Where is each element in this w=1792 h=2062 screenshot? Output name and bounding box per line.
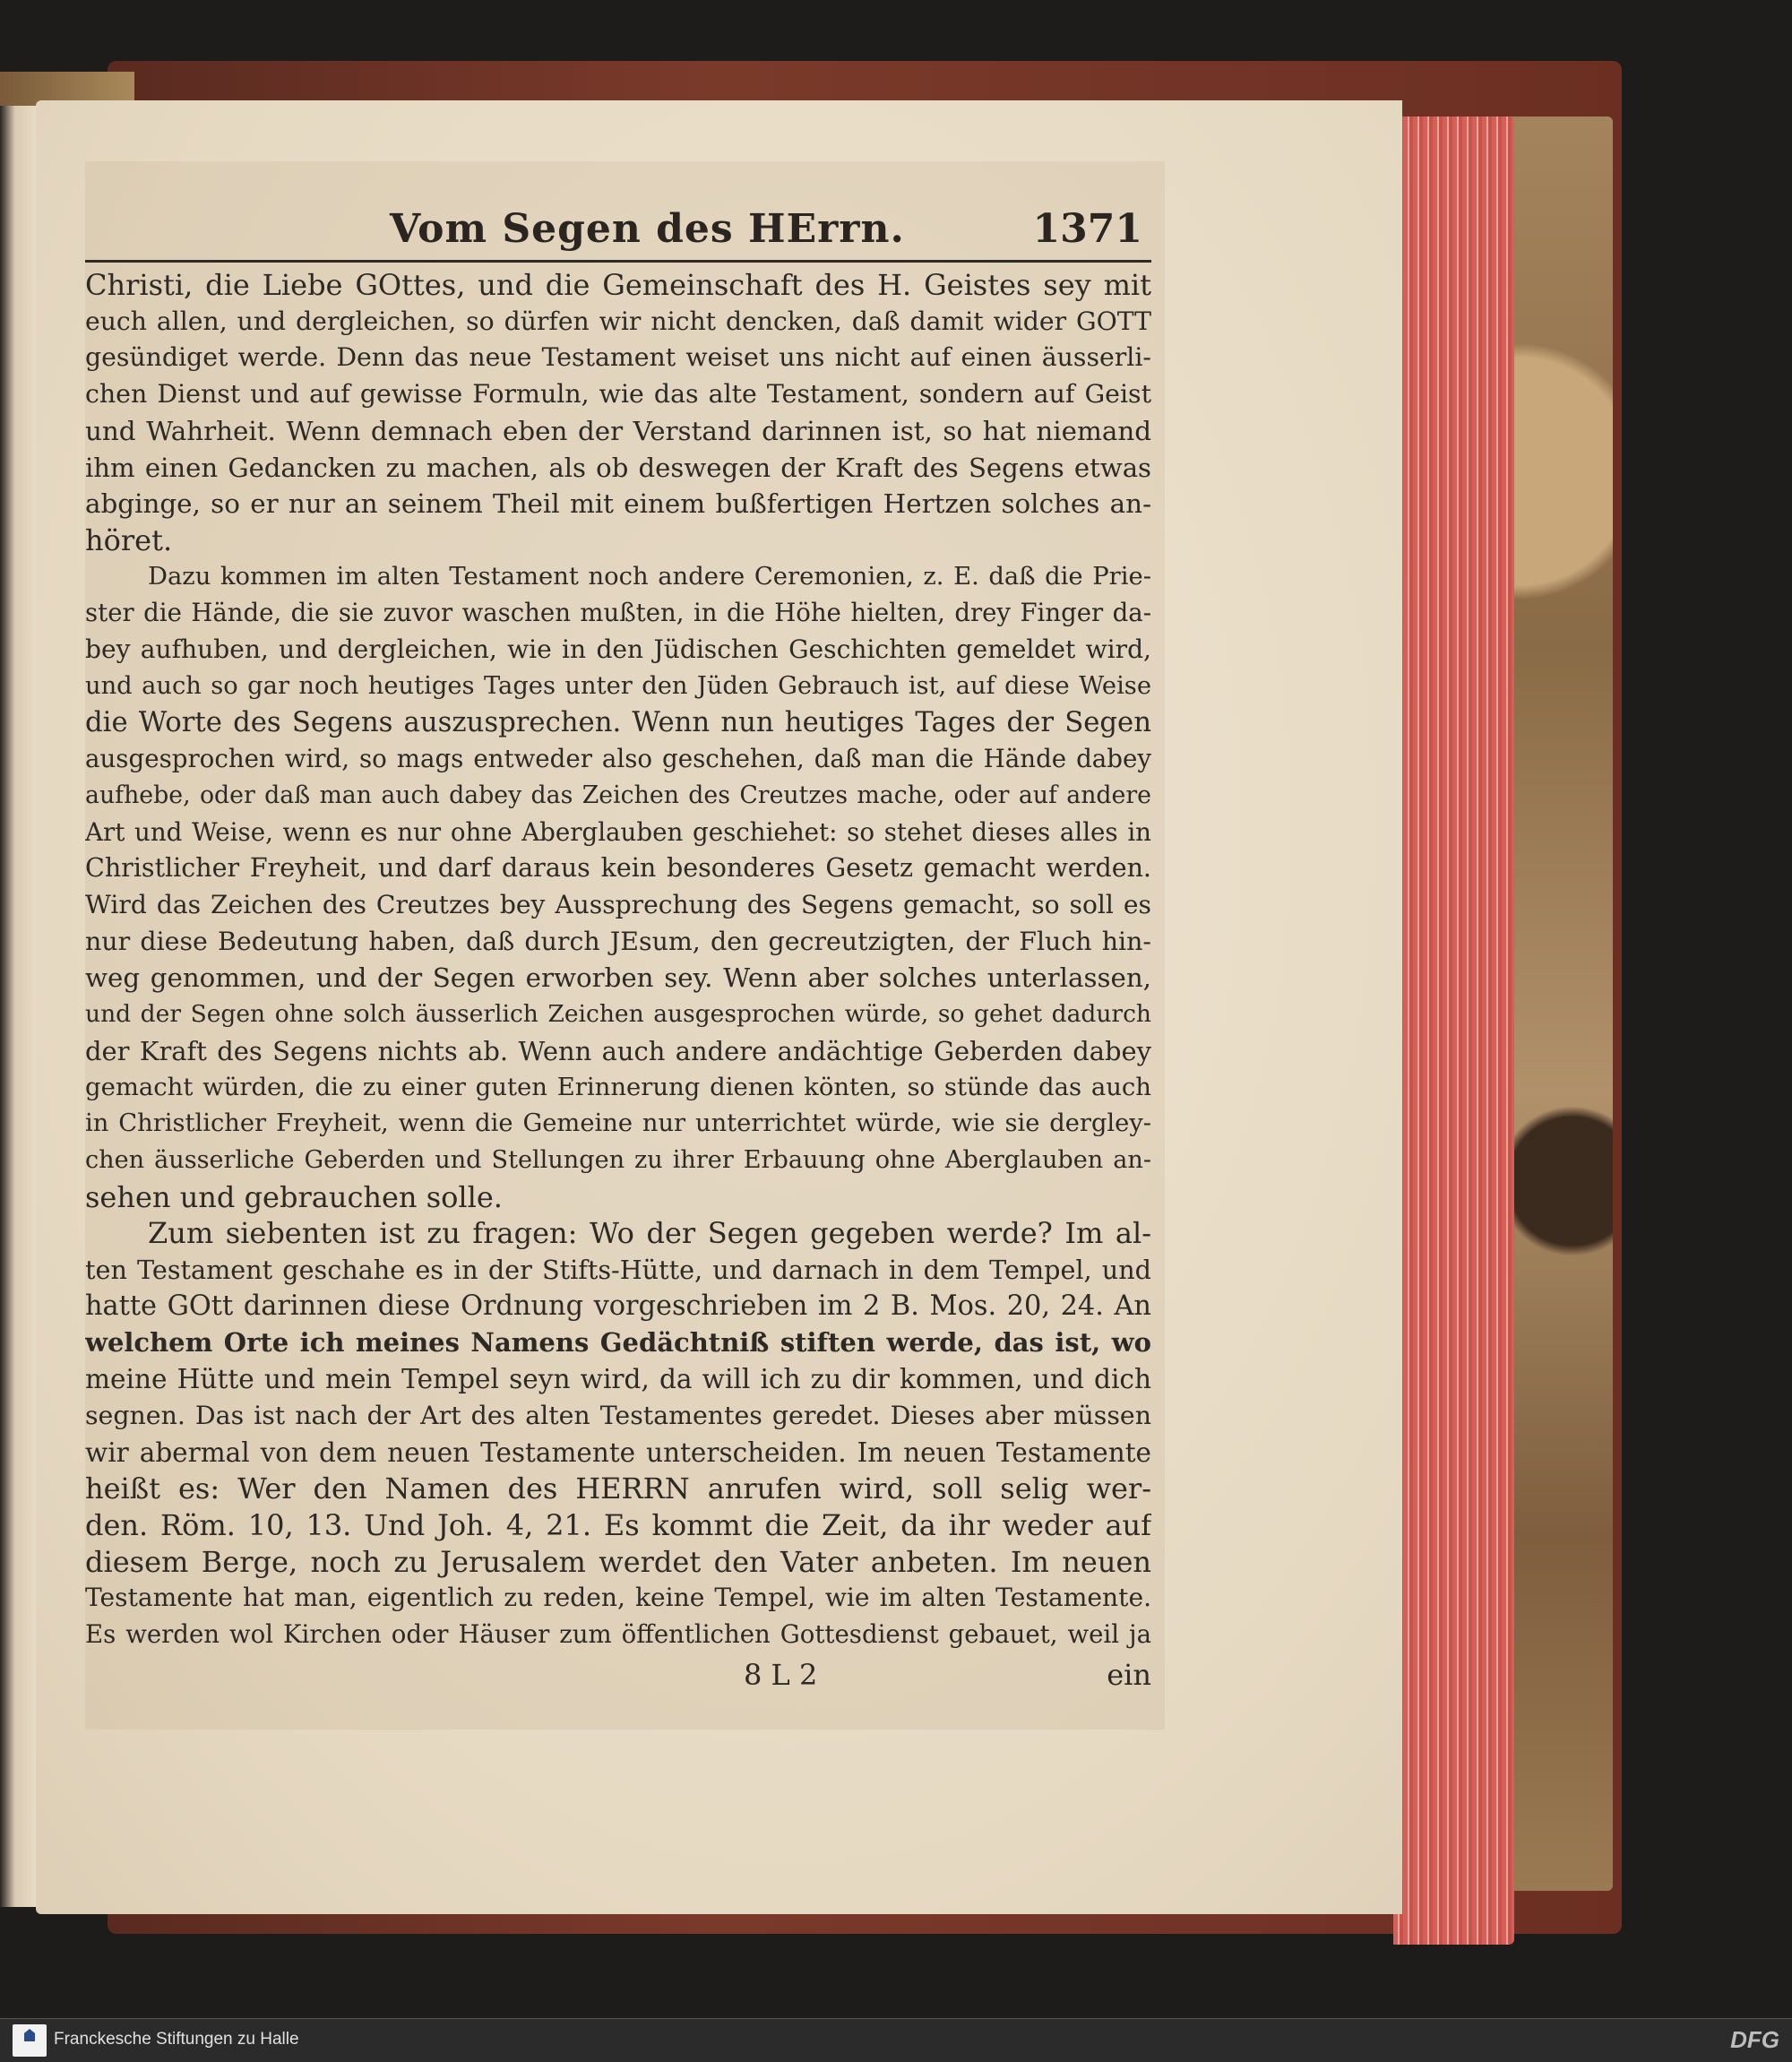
dfg-badge: DFG: [1730, 2026, 1779, 2053]
text-line: Art und Weise, wenn es nur ohne Aberglauben geschiehet: so stehet dieses alles in: [85, 816, 1151, 847]
text-line: chen Dienst und auf gewisse Formuln, wie das alte Testament, sondern auf Geist: [85, 379, 1151, 410]
text-line: höret.: [85, 522, 173, 557]
text-line: wir abermal von dem neuen Testamente unterscheiden. Im neuen Testamente: [85, 1436, 1151, 1468]
left-page-edge: [0, 106, 38, 1907]
text-line: abginge, so er nur an seinem Theil mit einem bußfertigen Hertzen solches an-: [85, 488, 1151, 520]
body-text: [85, 267, 1151, 1653]
text-line: den. Röm. 10, 13. Und Joh. 4, 21. Es kommt die Zeit, da ihr weder auf: [85, 1507, 1151, 1542]
page-number: 1371: [1032, 206, 1142, 252]
text-line: heißt es: Wer den Namen des HERRN anrufen wird, soll selig wer-: [85, 1471, 1151, 1506]
text-line: chen äusserliche Geberden und Stellungen zu ihrer Erbauung ohne Aberglauben an-: [85, 1145, 1151, 1174]
text-line: Dazu kommen im alten Testament noch andere Ceremonien, z. E. daß die Prie-: [148, 562, 1151, 591]
text-line: Wird das Zeichen des Creutzes bey Aussprechung des Segens gemacht, so soll es: [85, 889, 1151, 919]
text-line: und Wahrheit. Wenn demnach eben der Verstand darinnen ist, so hat niemand: [85, 415, 1151, 446]
page-header: [85, 206, 1151, 262]
text-line: meine Hütte und mein Tempel seyn wird, da will ich zu dir kommen, und dich: [85, 1364, 1151, 1395]
institution-name[interactable]: Franckesche Stiftungen zu Halle: [54, 2030, 299, 2049]
text-line: ten Testament geschahe es in der Stifts-Hütte, und darnach in dem Tempel, und: [85, 1254, 1151, 1285]
text-line: in Christlicher Freyheit, wenn die Gemeine nur unterrichtet würde, wie sie dergley-: [85, 1109, 1151, 1138]
text-line: sehen und gebrauchen solle.: [85, 1179, 503, 1214]
text-line: Testamente hat man, eigentlich zu reden, keine Tempel, wie im alten Testamente.: [85, 1583, 1151, 1613]
text-line: segnen. Das ist nach der Art des alten Testamentes geredet. Dieses aber müssen: [85, 1400, 1151, 1430]
signature-mark: 8 L 2: [744, 1658, 818, 1692]
running-head: Vom Segen des HErrn.: [390, 206, 905, 252]
viewer-footer: [0, 2018, 1792, 2062]
text-line: Christi, die Liebe GOttes, und die Gemeinschaft des H. Geistes sey mit: [85, 268, 1151, 302]
text-line: gesündiget werde. Denn das neue Testament weiset uns nicht auf einen äusserli-: [85, 342, 1151, 373]
institution-logo-icon[interactable]: [13, 2024, 47, 2057]
text-line: Christlicher Freyheit, und darf daraus kein besonderes Gesetz gemacht werden.: [85, 853, 1151, 884]
red-page-edges: [1393, 116, 1514, 1945]
text-line: gemacht würden, die zu einer guten Erinnerung dienen könten, so stünde das auch: [85, 1073, 1151, 1102]
text-line: und auch so gar noch heutiges Tages unter den Jüden Gebrauch ist, auf diese Weise: [85, 671, 1151, 700]
text-line: weg genommen, und der Segen erworben sey. Wenn aber solches unterlassen,: [85, 962, 1151, 994]
text-line: ihm einen Gedancken zu machen, als ob deswegen der Kraft des Segens etwas: [85, 452, 1151, 483]
text-line: aufhebe, oder daß man auch dabey das Zeichen des Creutzes mache, oder auf andere: [85, 781, 1151, 809]
text-line: welchem Orte ich meines Namens Gedächtniß stiften werde, das ist, wo: [85, 1327, 1151, 1359]
text-line: und der Segen ohne solch äusserlich Zeichen ausgesprochen würde, so gehet dadurch: [85, 1000, 1151, 1029]
text-line: bey aufhuben, und dergleichen, wie in den Jüdischen Geschichten gemeldet wird,: [85, 634, 1151, 665]
text-line: Zum siebenten ist zu fragen: Wo der Segen gegeben werde? Im al-: [148, 1216, 1151, 1251]
text-line: Es werden wol Kirchen oder Häuser zum öffentlichen Gottesdienst gebauet, weil ja: [85, 1620, 1151, 1650]
text-line: nur diese Bedeutung haben, daß durch JEsum, den gecreutzigten, der Fluch hin-: [85, 926, 1151, 956]
text-line: ster die Hände, die sie zuvor waschen mußten, in die Höhe hielten, drey Finger da-: [85, 599, 1151, 628]
text-line: der Kraft des Segens nichts ab. Wenn auch andere andächtige Geberden dabey: [85, 1035, 1151, 1066]
text-line: euch allen, und dergleichen, so dürfen wir nicht dencken, daß damit wider GOTT: [85, 306, 1151, 336]
text-line: hatte GOtt darinnen diese Ordnung vorgeschrieben im 2 B. Mos. 20, 24. An: [85, 1290, 1151, 1322]
text-line: diesem Berge, noch zu Jerusalem werdet den Vater anbeten. Im neuen: [85, 1544, 1151, 1579]
catchword: ein: [1107, 1658, 1151, 1692]
text-line: ausgesprochen wird, so mags entweder also geschehen, daß man die Hände dabey: [85, 744, 1151, 774]
header-rule: [85, 260, 1151, 263]
text-line: die Worte des Segens auszusprechen. Wenn nun heutiges Tages der Segen: [85, 706, 1151, 739]
